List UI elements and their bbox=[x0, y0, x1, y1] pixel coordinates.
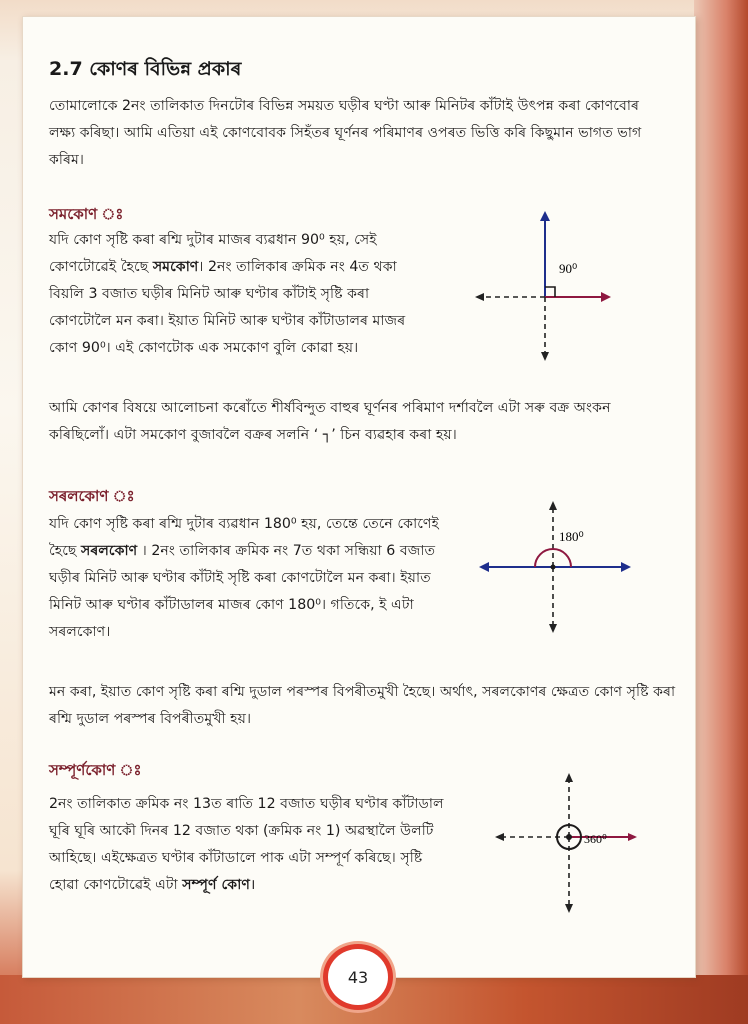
book-edge-right bbox=[694, 0, 748, 1024]
right-angle-text-a: যদি কোণ সৃষ্টি কৰা ৰশ্মি দুটাৰ মাজৰ ব্যৱধান 90⁰ হয়, সেই কোণটোৱেই হৈছে bbox=[49, 232, 377, 275]
intro-paragraph: তোমালোকে 2নং তালিকাত দিনটোৰ বিভিন্ন সময়ত ঘড়ীৰ ঘণ্টা আৰু মিনিটৰ কাঁটাই উৎপন্ন কৰা কোণবোৰ লক্ষ্য কৰিছা। আমি এতিয়া এই কোণবোবক সিহঁতৰ ঘূৰ্ণনৰ পৰিমাণৰ ওপৰত ভিত্তি কৰি কিছুমান ভাগত ভাগ কৰিম। bbox=[49, 98, 642, 168]
straight-angle-text-b: । 2নং তালিকাৰ ক্ৰমিক নং 7ত থকা সন্ধিয়া 6 বজাত ঘড়ীৰ মিনিট আৰু ঘণ্টাৰ কাঁটাই সৃষ্টি কৰা কোণটোলৈ মন কৰা। ইয়াত মিনিট আৰু ঘণ্টাৰ কাঁটাডালৰ মাজৰ কোণ 180⁰। গতিকে, ই এটা সৰলকোণ। bbox=[49, 543, 436, 640]
complete-angle-text-a: 2নং তালিকাত ক্ৰমিক নং 13ত ৰাতি 12 বজাত ঘড়ীৰ ঘণ্টাৰ কাঁটাডাল ঘূৰি ঘূৰি আকৌ দিনৰ 12 বজাত থকা (ক্ৰমিক নং 1) অৱস্থালৈ উলটি আহিছে। এইক্ষেত্ৰত ঘণ্টাৰ কাঁটাডালে পাক এটা সম্পূৰ্ণ কৰিছে। সৃষ্টি হোৱা কোণটোৱেই এটা bbox=[49, 796, 444, 893]
right-angle-figure bbox=[471, 207, 621, 367]
straight-angle-opposite-note: মন কৰা, ইয়াত কোণ সৃষ্টি কৰা ৰশ্মি দুডাল পৰস্পৰ বিপৰীতমুখী হৈছে। অৰ্থাৎ, সৰলকোণৰ ক্ষেত্ৰত কোণ সৃষ্টি কৰা ৰশ্মি দুডাল পৰস্পৰ বিপৰীতমুখী হয়। bbox=[49, 684, 676, 727]
right-angle-paragraph bbox=[49, 227, 434, 362]
complete-angle-term: সম্পূৰ্ণ কোণ bbox=[182, 877, 250, 893]
straight-angle-figure bbox=[475, 497, 635, 641]
right-angle-term: সমকোণ bbox=[152, 259, 199, 275]
vertex-dot-icon bbox=[551, 565, 556, 570]
arrowhead-down-icon bbox=[565, 904, 573, 913]
page bbox=[22, 16, 696, 978]
right-angle-symbol-note: আমি কোণৰ বিষয়ে আলোচনা কৰোঁতে শীৰ্ষবিন্দুত বাহুৰ ঘূৰ্ণনৰ পৰিমাণ দৰ্শাবলৈ এটা সৰু বক্ৰ অংকন কৰিছিলোঁ। এটা সমকোণ বুজাবলৈ বক্ৰৰ সলনি ‘ ┐’ চিন ব্যৱহাৰ কৰা হয়। bbox=[49, 400, 611, 443]
arrowhead-up-icon bbox=[540, 211, 550, 221]
arrowhead-up-icon bbox=[549, 501, 557, 510]
section-heading: 2.7 কোণৰ বিভিন্ন প্ৰকাৰ bbox=[49, 58, 242, 80]
arrowhead-down-icon bbox=[549, 624, 557, 633]
vertex-dot-icon bbox=[566, 834, 572, 840]
straight-angle-label: 180⁰ bbox=[559, 529, 584, 544]
complete-angle-title: সম্পূৰ্ণকোণ ঃ bbox=[49, 761, 142, 779]
right-angle-mark-icon bbox=[545, 287, 555, 297]
arrowhead-right-icon bbox=[621, 562, 631, 572]
right-angle-text-b: । 2নং তালিকাৰ ক্ৰমিক নং 4ত থকা বিয়লি 3 বজাত ঘড়ীৰ মিনিট আৰু ঘণ্টাৰ কাঁটাই সৃষ্টি কৰা কোণটোলৈ মন কৰা। ইয়াত মিনিট আৰু ঘণ্টাৰ কাঁটাডালৰ মাজৰ কোণ 90⁰। এই কোণটোক এক সমকোণ বুলি কোৱা হয়। bbox=[49, 259, 406, 356]
complete-angle-figure bbox=[491, 769, 641, 921]
complete-angle-paragraph bbox=[49, 791, 455, 899]
straight-angle-paragraph bbox=[49, 511, 451, 646]
straight-angle-term: সৰলকোণ bbox=[81, 543, 138, 559]
page-number: 43 bbox=[323, 944, 393, 1010]
straight-angle-text-a: যদি কোণ সৃষ্টি কৰা ৰশ্মি দুটাৰ ব্যৱধান 180⁰ হয়, তেন্তে তেনে কোণেই হৈছে bbox=[49, 516, 439, 559]
arrowhead-left-icon bbox=[479, 562, 489, 572]
arrowhead-right-icon bbox=[628, 833, 637, 841]
complete-angle-label: 360⁰ bbox=[584, 832, 607, 846]
right-angle-label: 90⁰ bbox=[559, 261, 578, 276]
arrowhead-left-icon bbox=[495, 833, 504, 841]
right-angle-title: সমকোণ ঃ bbox=[49, 205, 124, 223]
complete-angle-text-b: । bbox=[249, 877, 256, 893]
arrowhead-right-icon bbox=[601, 292, 611, 302]
arrowhead-up-icon bbox=[565, 773, 573, 782]
arrowhead-down-icon bbox=[541, 352, 549, 361]
arrowhead-left-icon bbox=[475, 293, 484, 301]
straight-angle-title: সৰলকোণ ঃ bbox=[49, 487, 135, 505]
